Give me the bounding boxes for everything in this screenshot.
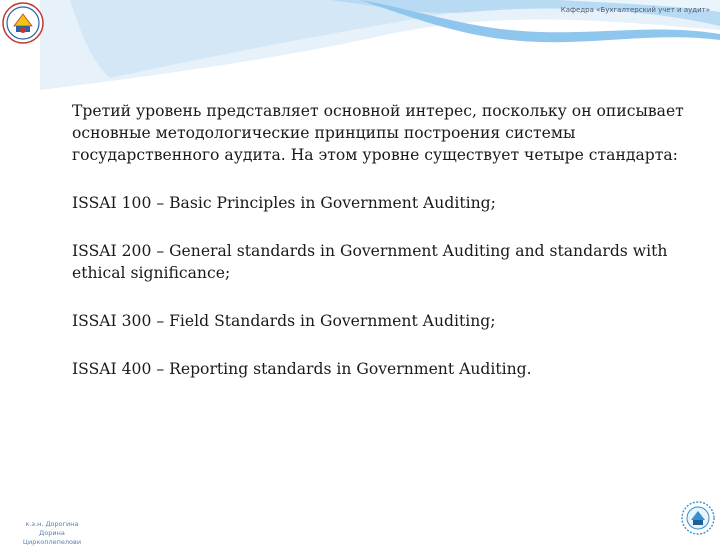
university-emblem-icon: [2, 2, 44, 44]
slide-content: [72, 100, 692, 406]
author-line-2: Циркоплепелови: [22, 538, 82, 546]
standard-item: ISSAI 400 – Reporting standards in Government Auditing.: [72, 360, 532, 378]
intro-paragraph: Третий уровень представляет основной интерес, поскольку он описывает основные методологические принципы построения системы государственного аудита. На этом уровне существует четыре стандарта:: [72, 102, 684, 164]
standard-item: ISSAI 200 – General standards in Government Auditing and standards with ethical significance;: [72, 242, 668, 282]
author-footer: [12, 520, 92, 547]
standard-item: ISSAI 300 – Field Standards in Government Auditing;: [72, 312, 496, 330]
department-emblem-icon: [680, 500, 716, 536]
standard-item: ISSAI 100 – Basic Principles in Government Auditing;: [72, 194, 496, 212]
department-header: Кафедра «Бухгалтерский учет и аудит»: [560, 6, 710, 14]
author-line-1: к.э.н. Дорогина Дорина: [25, 520, 79, 537]
